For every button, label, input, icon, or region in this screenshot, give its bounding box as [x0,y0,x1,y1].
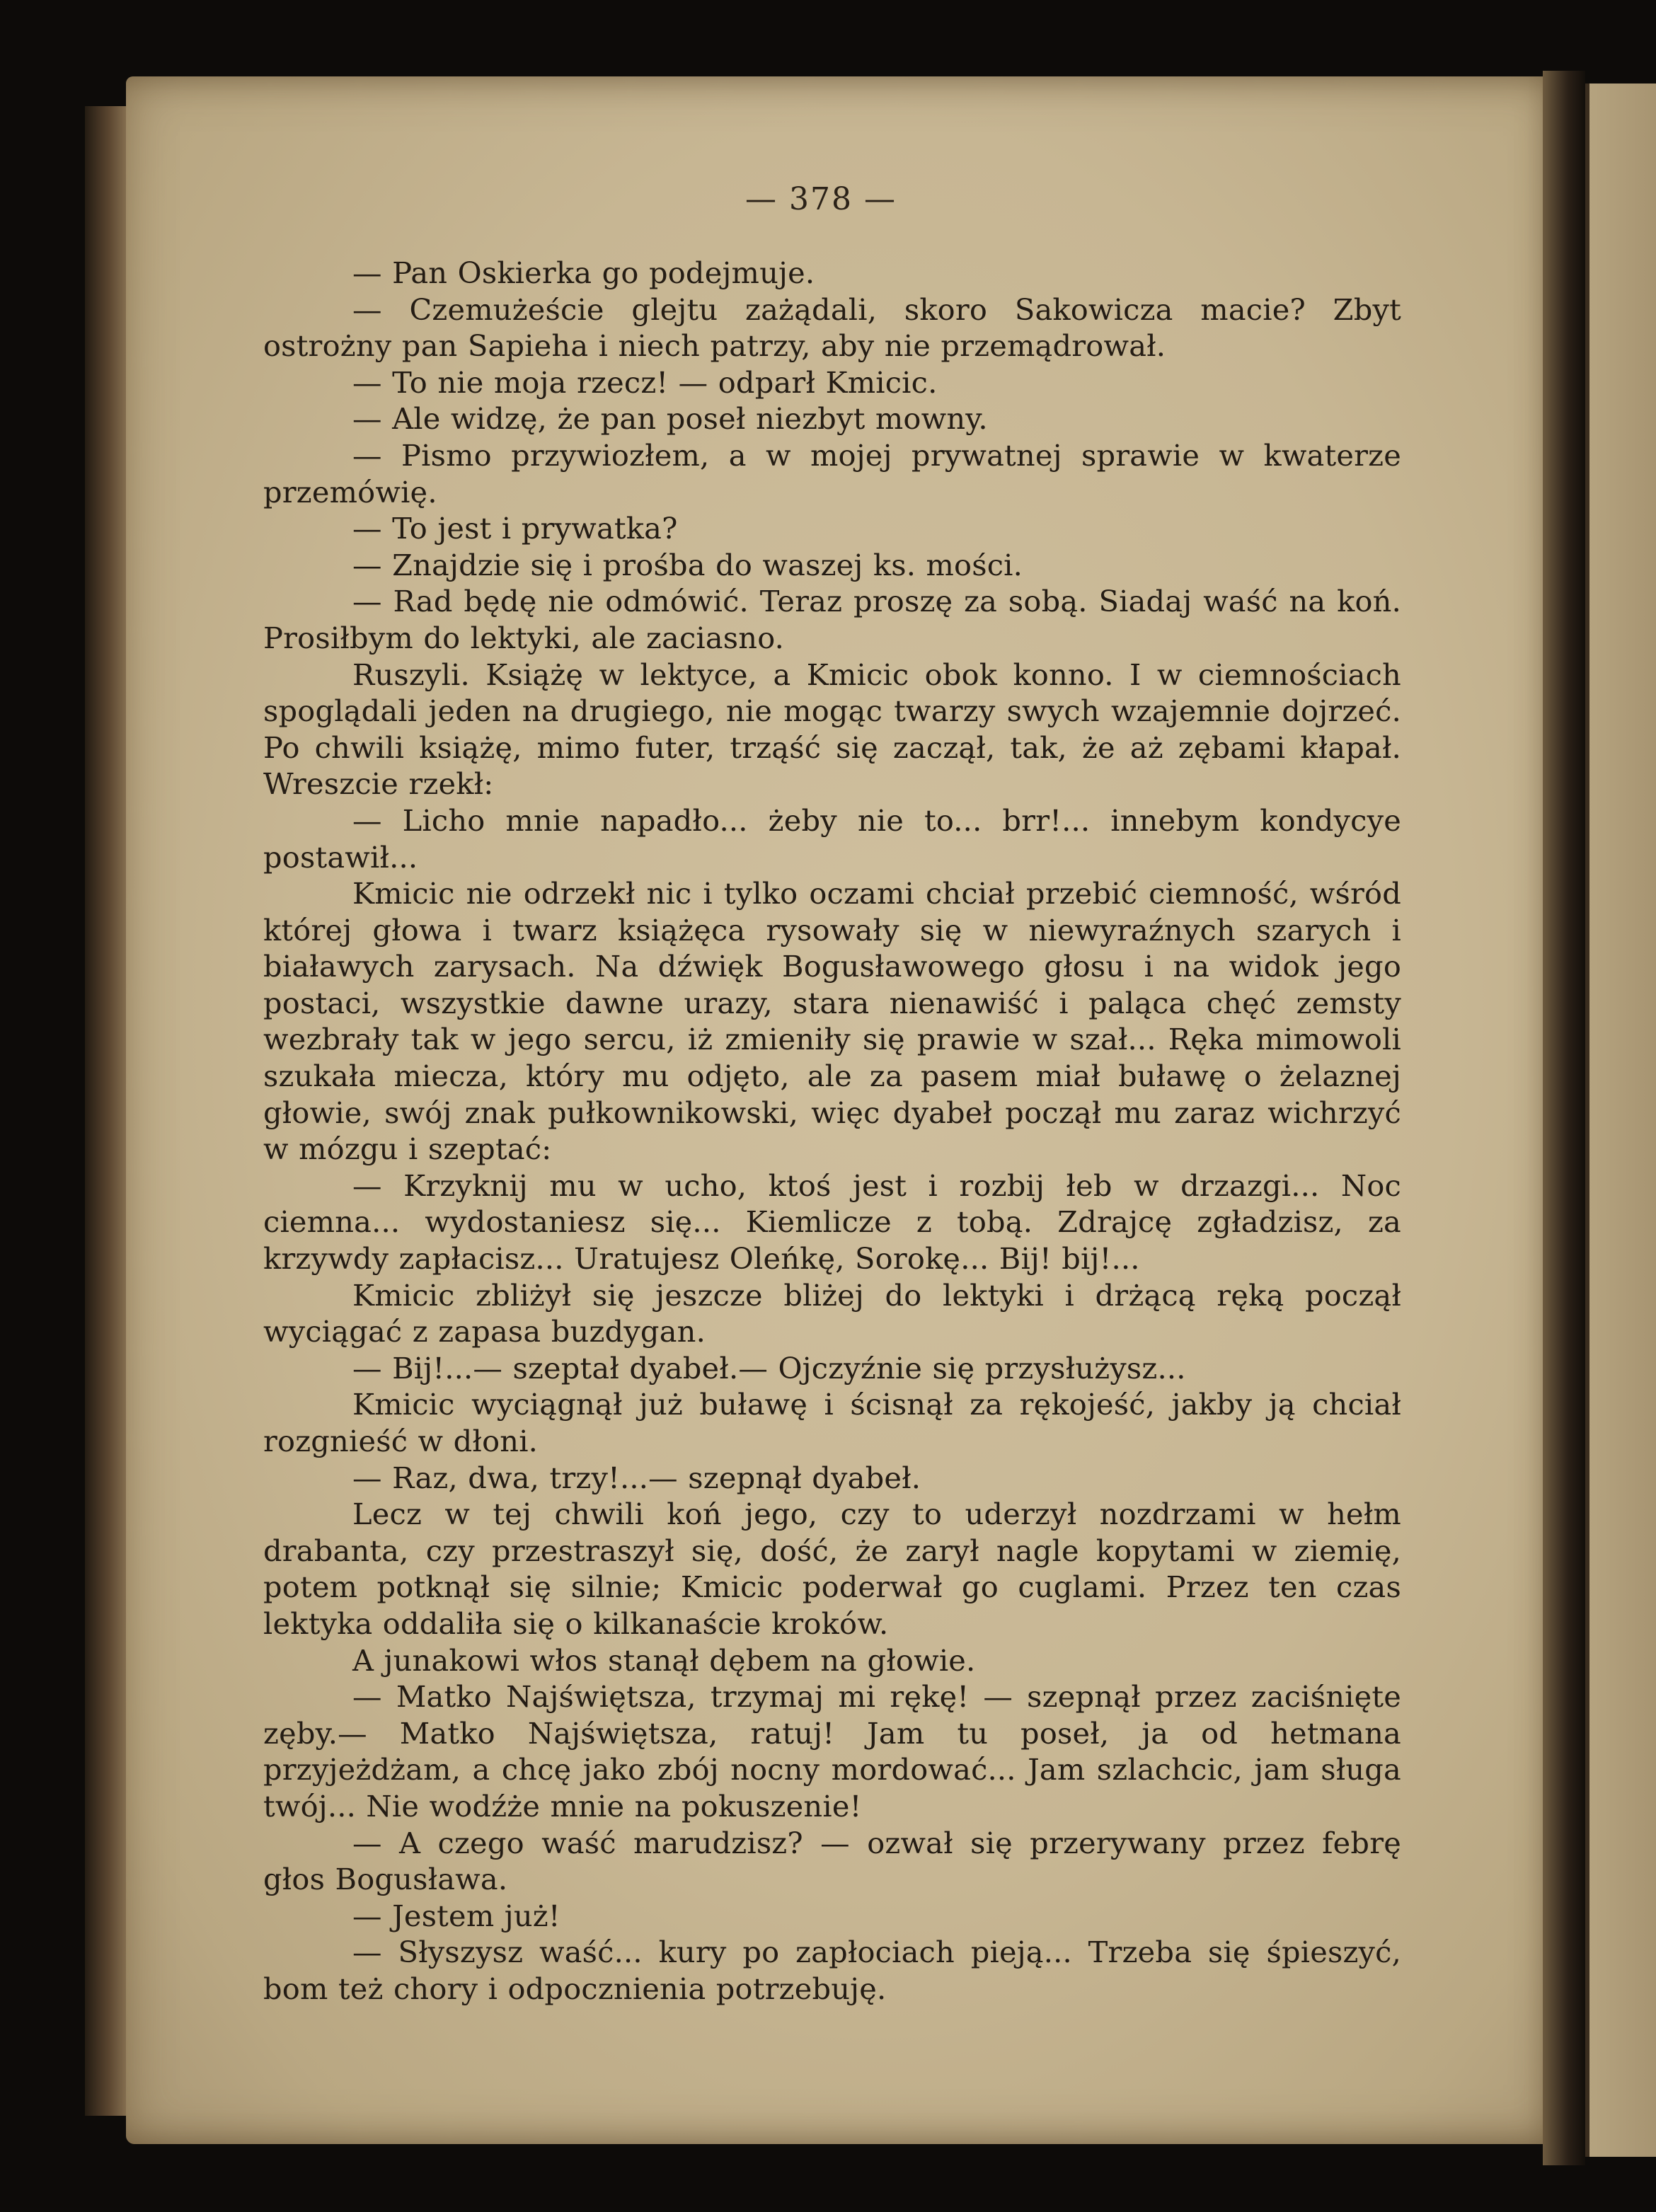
book-gutter [1543,71,1585,2165]
paragraph: — Raz, dwa, trzy!...— szepnął dyabeł. [352,1460,921,1495]
paragraph: — Słyszysz waść... kury po zapłociach pieją... Trzeba się śpieszyć, bom też chory i odpocznienia potrzebuję. [263,1935,1401,2006]
paragraph: — Ale widzę, że pan poseł niezbyt mowny. [352,401,988,437]
paragraph: Kmicic wyciągnął już buławę i ścisnął za rękojeść, jakby ją chciał rozgnieść w dłoni. [263,1387,1401,1458]
paragraph: — A czego waść marudzisz? — ozwał się przerywany przez febrę głos Bogusława. [263,1825,1401,1897]
paragraph: — Jestem już! [352,1898,560,1933]
paragraph: A junakowi włos stanął dębem na głowie. [352,1642,976,1678]
paragraph: — Bij!...— szeptał dyabeł.— Ojczyźnie się przysłużysz... [352,1350,1186,1386]
paragraph: — Licho mnie napadło... żeby nie to... brr!... innebym kondycye postawił... [263,802,1401,875]
paragraph: Kmicic nie odrzekł nic i tylko oczami chciał przebić ciemność, wśród której głowa i twarz książęca rysowały się w niewyraźnych szarych i białawych zarysach. Na dźwięk Bogusławowego głosu i na widok jego postaci, wszystkie dawne urazy, stara nienawiść i paląca chęć zemsty wezbrały tak w jego sercu, iż zmieniły się prawie w szał... Ręka mimowoli szukała miecza, który mu odjęto, ale za pasem miał buławę o żelaznej głowie, swój znak pułkownikowski, więc dyabeł począł mu zaraz wichrzyć w mózgu i szeptać: [263,876,1401,1167]
paragraph: Lecz w tej chwili koń jego, czy to uderzył nozdrzami w hełm drabanta, czy przestraszył się, dość, że zarył nagle kopytami w ziemię, potem potknął się silnie; Kmicic poderwał go cuglami. Przez ten czas lektyka oddaliła się o kilkanaście kroków. [263,1497,1401,1641]
paragraph: — Krzyknij mu w ucho, ktoś jest i rozbij łeb w drzazgi... Noc ciemna... wydostaniesz się... Kiemlicze z tobą. Zdrajcę zgładzisz, za krzywdy zapłacisz... Uratujesz Oleńkę, Sorokę... Bij! bij!... [263,1168,1401,1277]
paragraph: — To nie moja rzecz! — odparł Kmicic. [352,364,938,400]
paragraph: — To jest i prywatka? [352,511,678,546]
paragraph: Kmicic zbliżył się jeszcze bliżej do lektyki i drżącą ręką począł wyciągać z zapasa buzdygan. [263,1277,1401,1349]
page-text [263,255,1401,2007]
paragraph: — Pismo przywiozłem, a w mojej prywatnej sprawie w kwaterze przemówię. [263,437,1401,509]
paragraph: — Znajdzie się i prośba do waszej ks. mości. [352,547,1023,582]
paragraph: — Matko Najświętsza, trzymaj mi rękę! — szepnął przez zaciśnięte zęby.— Matko Najświętsza, ratuj! Jam tu poseł, ja od hetmana przyjeżdżam, a chcę jako zbój nocny mordować... Jam szlachcic, jam sługa twój... Nie wodźże mnie na pokuszenie! [263,1679,1401,1824]
paragraph: — Rad będę nie odmówić. Teraz proszę za sobą. Siadaj waść na koń. Prosiłbym do lektyki, ale zaciasno. [263,584,1401,655]
paragraph: — Pan Oskierka go podejmuje. [352,255,815,290]
adjacent-page-edge [1585,83,1656,2157]
left-page-edge [85,106,129,2116]
page-number: — 378 — [745,181,897,217]
paragraph: — Czemużeście glejtu zażądali, skoro Sakowicza macie? Zbyt ostrożny pan Sapieha i niech patrzy, aby nie przemądrował. [263,292,1401,364]
paragraph: Ruszyli. Książę w lektyce, a Kmicic obok konno. I w ciemnościach spoglądali jeden na drugiego, nie mogąc twarzy swych wzajemnie dojrzeć. Po chwili książę, mimo futer, trząść się zaczął, tak, że aż zębami kłapał. Wreszcie rzekł: [263,657,1401,802]
